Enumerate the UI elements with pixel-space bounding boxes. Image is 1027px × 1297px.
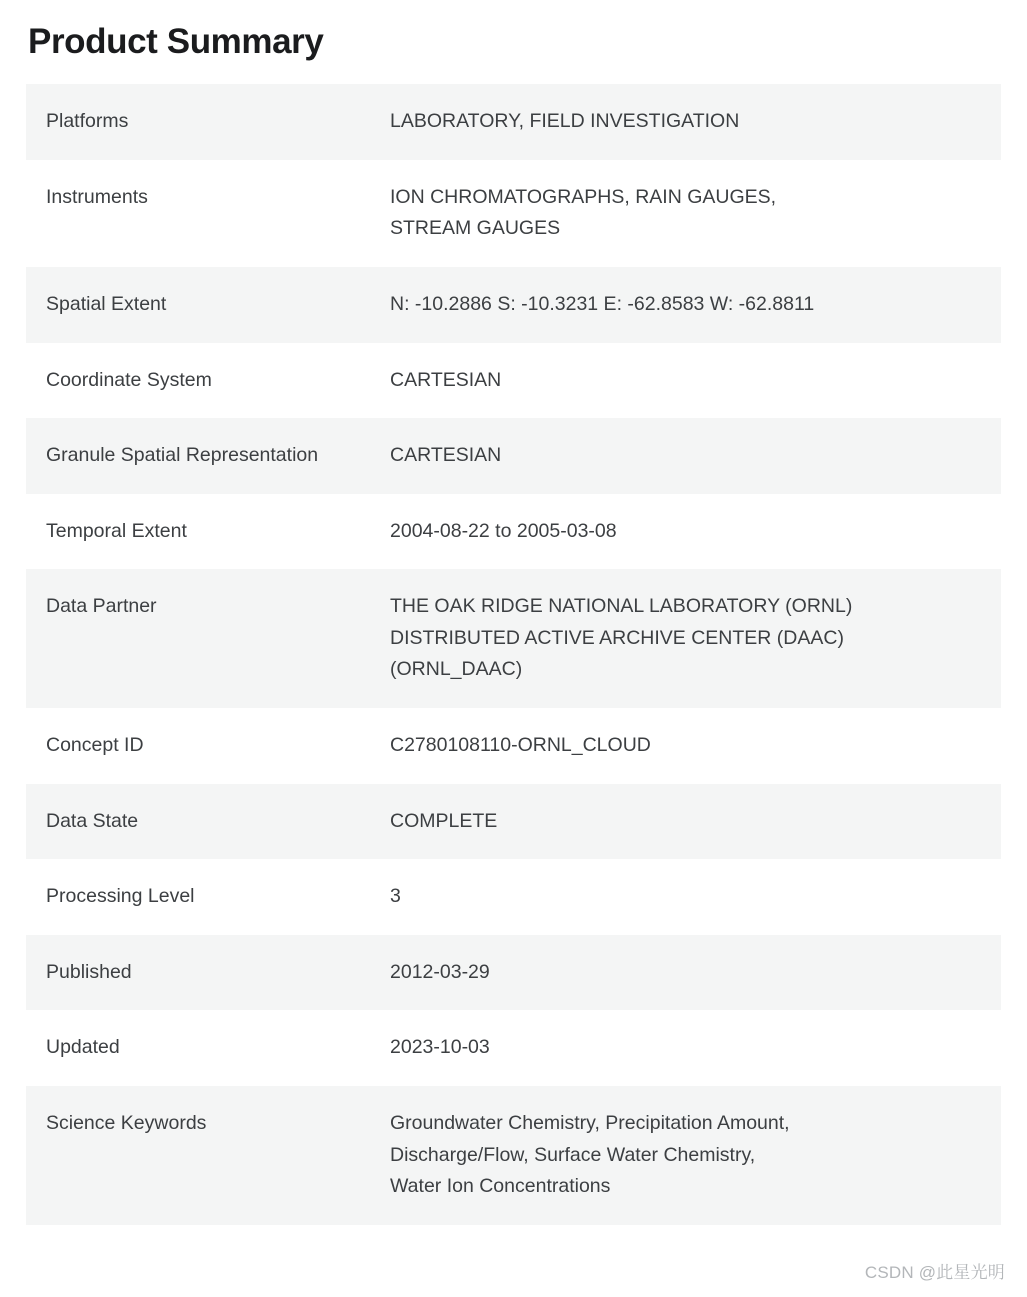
table-row <box>26 84 1001 160</box>
table-row <box>26 418 1001 494</box>
table-row <box>26 1010 1001 1086</box>
table-row-label: Temporal Extent <box>26 494 374 570</box>
table-row <box>26 569 1001 708</box>
table-row <box>26 160 1001 267</box>
table-row <box>26 267 1001 343</box>
table-row-value-line: DISTRIBUTED ACTIVE ARCHIVE CENTER (DAAC) <box>390 626 844 649</box>
table-row <box>26 1086 1001 1225</box>
table-row-value-line: ION CHROMATOGRAPHS, RAIN GAUGES, <box>390 185 777 208</box>
table-row-value-line: 2012-03-29 <box>390 960 490 983</box>
table-row-value-line: 2004-08-22 to 2005-03-08 <box>390 519 617 542</box>
table-row <box>26 859 1001 935</box>
table-row-value-line: CARTESIAN <box>390 444 502 467</box>
table-row-value-line: CARTESIAN <box>390 368 502 391</box>
table-row-value <box>374 935 1001 1011</box>
table-row-label: Published <box>26 935 374 1011</box>
page-title: Product Summary <box>28 22 324 61</box>
product-summary-table <box>26 84 1001 1224</box>
table-row-value-line: COMPLETE <box>390 809 498 832</box>
table-row-value <box>374 494 1001 570</box>
table-row-value <box>374 1086 1001 1225</box>
table-row <box>26 784 1001 860</box>
table-row <box>26 708 1001 784</box>
table-row-value-line: LABORATORY, FIELD INVESTIGATION <box>390 110 740 133</box>
watermark-text: CSDN @此星光明 <box>864 1263 1005 1282</box>
table-row-value-line: 2023-10-03 <box>390 1036 490 1059</box>
table-row-value-line: 3 <box>390 885 401 908</box>
table-row-label: Granule Spatial Representation <box>26 418 374 494</box>
product-summary-table-body <box>26 84 1001 1224</box>
table-row-value-line: N: -10.2886 S: -10.3231 E: -62.8583 W: -62.8811 <box>390 292 815 315</box>
table-row-label: Science Keywords <box>26 1086 374 1225</box>
table-row-value <box>374 160 1001 267</box>
table-row-value <box>374 859 1001 935</box>
table-row-value <box>374 418 1001 494</box>
table-row-value <box>374 267 1001 343</box>
table-row-label: Data State <box>26 784 374 860</box>
table-row-label: Updated <box>26 1010 374 1086</box>
table-row-value-line: STREAM GAUGES <box>390 217 561 240</box>
table-row-value <box>374 343 1001 419</box>
table-row-label: Processing Level <box>26 859 374 935</box>
table-row-label: Instruments <box>26 160 374 267</box>
table-row <box>26 935 1001 1011</box>
table-row-value-line: Water Ion Concentrations <box>390 1175 611 1198</box>
table-row-value-line: (ORNL_DAAC) <box>390 658 523 681</box>
table-row-value-line: THE OAK RIDGE NATIONAL LABORATORY (ORNL) <box>390 595 853 618</box>
table-row-label: Concept ID <box>26 708 374 784</box>
table-row-label: Spatial Extent <box>26 267 374 343</box>
table-row-value-line: Groundwater Chemistry, Precipitation Amount, <box>390 1111 790 1134</box>
table-row <box>26 494 1001 570</box>
table-row-value-line: C2780108110-ORNL_CLOUD <box>390 734 651 757</box>
table-row-value <box>374 1010 1001 1086</box>
table-row-value-line: Discharge/Flow, Surface Water Chemistry, <box>390 1143 756 1166</box>
table-row-value <box>374 784 1001 860</box>
table-row-label: Data Partner <box>26 569 374 708</box>
table-row-value <box>374 84 1001 160</box>
table-row-value <box>374 708 1001 784</box>
table-row-value <box>374 569 1001 708</box>
table-row-label: Platforms <box>26 84 374 160</box>
table-row-label: Coordinate System <box>26 343 374 419</box>
table-row <box>26 343 1001 419</box>
